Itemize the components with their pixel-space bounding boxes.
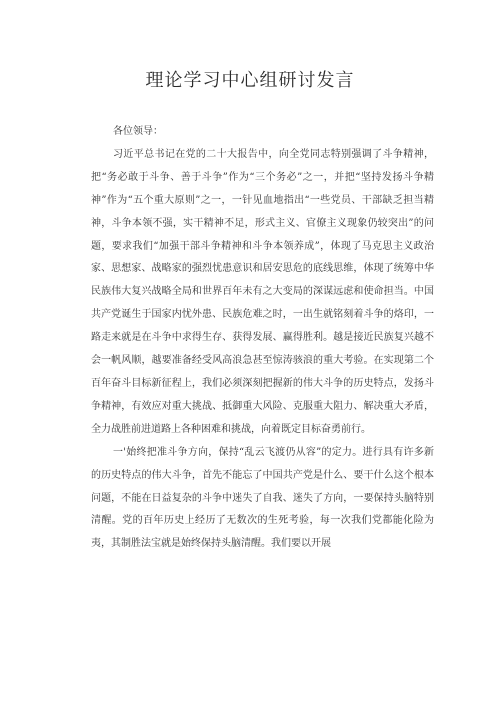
- paragraph-1: 习近平总书记在党的二十大报告中，向全党同志特别强调了斗争精神，把“务必敢于斗争、善于斗争”作为“三个务必”之一，并把“坚持发扬斗争精神”作为“五个重大原则”之一，一针见血地指出“一些党员、干部缺乏担当精神，斗争本领不强，实干精神不足，形式主义、官僚主义现象仍较突出”的问题，要求我们“加强干部斗争精神和斗争本领养成”，体现了马克思主义政治家、思想家、战略家的强烈忧患意识和居安思危的底线思维，体现了统筹中华民族伟大复兴战略全局和世界百年未有之大变局的深谋远虑和使命担当。中国共产党诞生于国家内忧外患、民族危难之时，一出生就铭刻着斗争的烙印，一路走来就是在斗争中求得生存、获得发展、赢得胜利。越是接近民族复兴越不会一帆风顺，越要准备经受风高浪急甚至惊涛骇浪的重大考验。在实现第二个百年奋斗目标新征程上，我们必须深刻把握新的伟大斗争的历史特点，发扬斗争精神，有效应对重大挑战、抵御重大风险、克服重大阻力、解决重大矛盾，全力战胜前进道路上各种困难和挑战，向着既定目标奋勇前行。: [91, 148, 434, 435]
- salutation: 各位领导：: [113, 126, 163, 137]
- document-title: 理论学习中心组研讨发言: [145, 70, 355, 91]
- document-body: [91, 121, 434, 556]
- paragraph-2: 一'始终把准斗争方向，保持“乱云飞渡仍从容”的定力。进行具有许多新的历史特点的伟大斗争，首先不能忘了中国共产党是什么、要干什么这个根本问题，不能在日益复杂的斗争中迷失了自我、迷失了方向，一要保持头脑特别清醒。党的百年历史上经历了无数次的生死考验，每一次我们党都能化险为夷，其制胜法宝就是始终保持头脑清醒。我们要以开展: [91, 446, 434, 550]
